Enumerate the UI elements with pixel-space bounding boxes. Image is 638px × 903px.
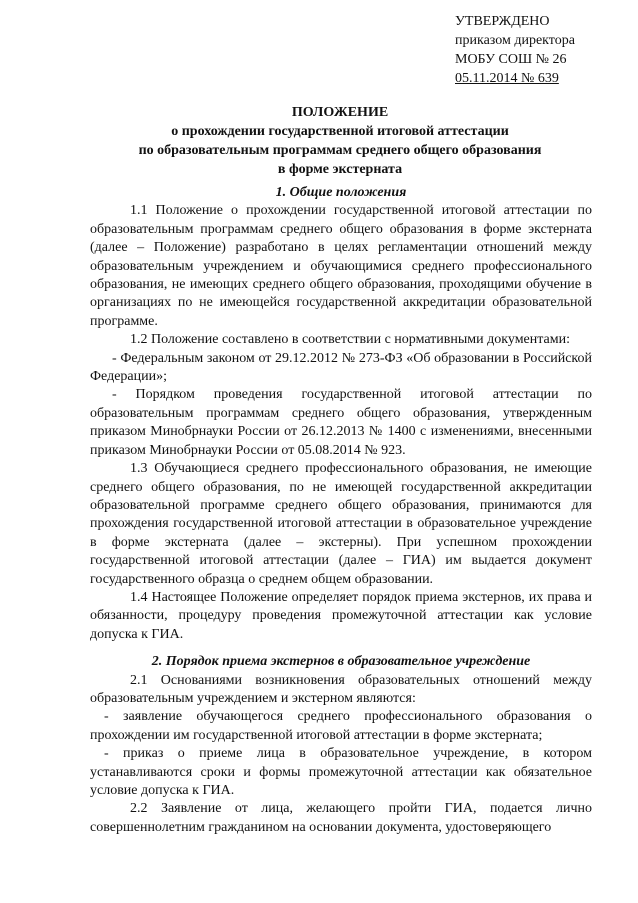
paragraph-1-2-item-procedure: - Порядком проведения государственной итоговой аттестации по образовательным программам среднего общего образования, утвержденным приказом Минобрнауки России от 26.12.2013 № 1400 с изменениями, внесенными приказом Минобрнауки России от 05.08.2014 № 923. (90, 387, 592, 458)
approval-line-school: МОБУ СОШ № 26 (455, 52, 567, 67)
section-1-heading: 1. Общие положения (275, 185, 407, 200)
paragraph-1-2: 1.2 Положение составлено в соответствии с нормативными документами: (130, 332, 571, 348)
paragraph-2-1: 2.1 Основаниями возникновения образовательных отношений между образовательным учреждением и экстерном являются: (90, 672, 592, 706)
document-title (90, 103, 590, 179)
paragraph-2-1-item-order: - приказ о приеме лица в образовательное учреждение, в котором устанавливаются сроки и формы промежуточной аттестации как обязательное условие допуска к ГИА. (90, 746, 592, 798)
title-line-2: о прохождении государственной итоговой аттестации (171, 124, 509, 139)
paragraph-1-2-item-law: - Федеральным законом от 29.12.2012 № 273-ФЗ «Об образовании в Российской Федерации»; (90, 350, 592, 385)
title-line-4: в форме экстерната (277, 162, 403, 177)
document-body (90, 184, 592, 837)
paragraph-1-3: 1.3 Обучающиеся среднего профессионального образования, не имеющие среднего общего образования, по не имеющей государственной аккредитации образовательной программе среднего общего образования, принимаются для прохождения государственной итоговой аттестации в образовательное учреждение в форме экстерната (далее – экстерны). При успешном прохождении государственной итоговой аттестации (далее – ГИА) им выдается документ государственного образца о среднем общем образовании. (90, 461, 592, 587)
paragraph-2-1-item-application: - заявление обучающегося среднего профессионального образования о прохождении им государственной итоговой аттестации в форме экстерната; (90, 709, 592, 743)
paragraph-2-2: 2.2 Заявление от лица, желающего пройти ГИА, подается лично совершеннолетним гражданином на основании документа, удостоверяющего (90, 801, 592, 835)
paragraph-1-4: 1.4 Настоящее Положение определяет порядок приема экстернов, их права и обязанности, процедуру проведения промежуточной аттестации как условие допуска к ГИА. (90, 589, 592, 642)
approval-line-approved: УТВЕРЖДЕНО (455, 14, 550, 29)
section-2-heading: 2. Порядок приема экстернов в образовательное учреждение (151, 654, 531, 670)
title-line-3: по образовательным программам среднего общего образования (138, 143, 542, 158)
approval-line-date-number: 05.11.2014 № 639 (455, 71, 559, 86)
approval-stamp (455, 12, 630, 88)
approval-line-order: приказом директора (455, 33, 575, 48)
paragraph-1-1: 1.1 Положение о прохождении государственной итоговой аттестации по образовательным программам среднего общего образования в форме экстерната (далее – Положение) разработано в целях регламентации отношений между образовательным учреждением и обучающимися среднего профессионального образования, не имеющих среднего общего образования, проходящими обучение в организациях по не имеющейся государственной аккредитации образовательной программе. (90, 203, 592, 329)
title-line-1: ПОЛОЖЕНИЕ (291, 105, 389, 120)
